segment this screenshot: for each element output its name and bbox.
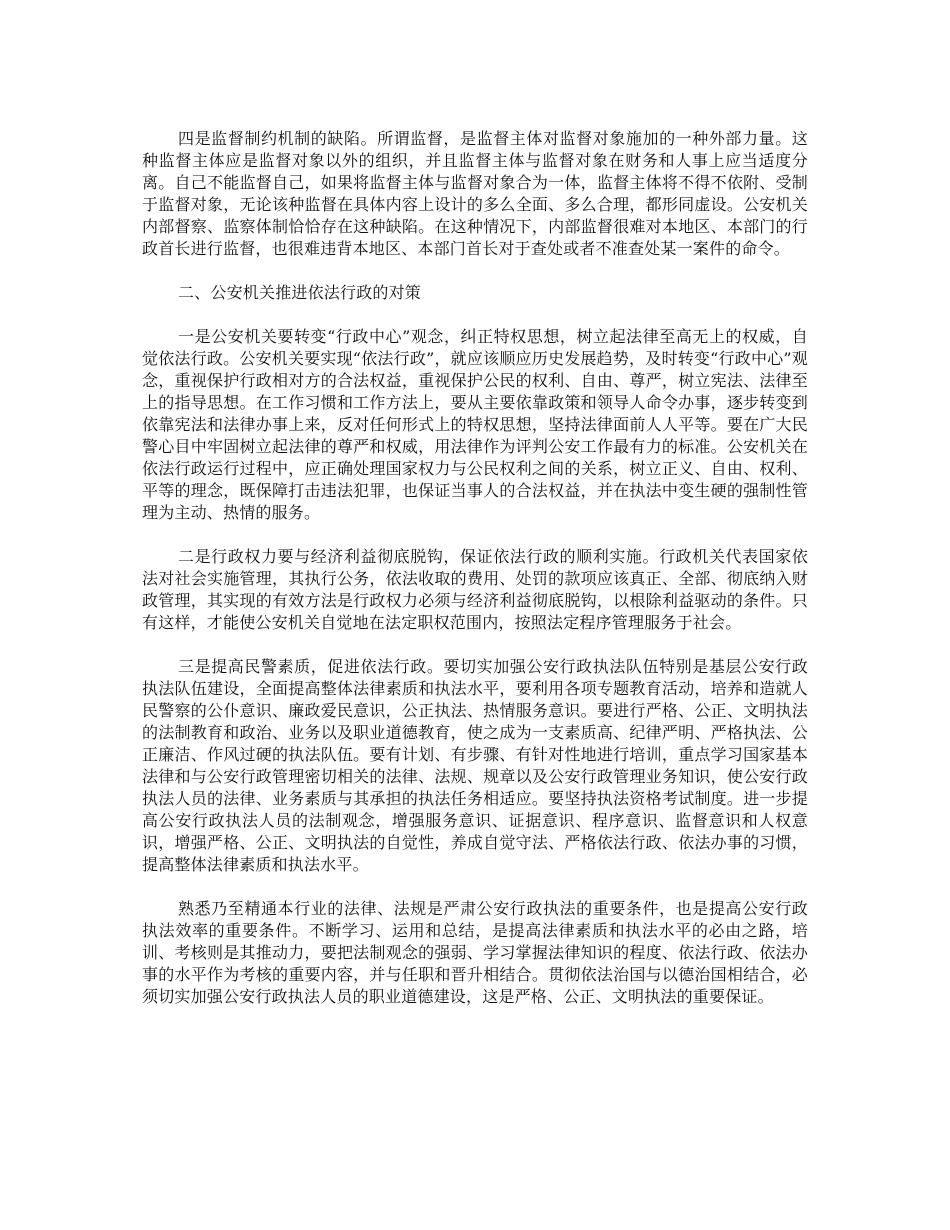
paragraph-supervision-defect: 四是监督制约机制的缺陷。所谓监督，是监督主体对监督对象施加的一种外部力量。这种监督主体应是监督对象以外的组织，并且监督主体与监督对象在财务和人事上应当适度分离。自己不能监督自己，如果将监督主体与监督对象合为一体，监督主体将不得不依附、受制于监督对象，无论该种监督在具体内容上设计的多么全面、多么合理，都形同虚设。公安机关内部督察、监察体制恰恰存在这种缺陷。在这种情况下，内部监督很难对本地区、本部门的行政首长进行监督，也很难违背本地区、本部门首长对于查处或者不准查处某一案件的命令。: [142, 129, 808, 258]
section-heading-countermeasures: 二、公安机关推进依法行政的对策: [178, 283, 422, 302]
paragraph-improve-quality: 三是提高民警素质，促进依法行政。要切实加强公安行政执法队伍特别是基层公安行政执法队伍建设，全面提高整体法律素质和执法水平，要利用各项专题教育活动，培养和造就人民警察的公仆意识、廉政爱民意识，公正执法、热情服务意识。要进行严格、公正、文明执法的法制教育和政治、业务以及职业道德教育，使之成为一支素质高、纪律严明、严格执法、公正廉洁、作风过硬的执法队伍。要有计划、有步骤、有针对性地进行培训，重点学习国家基本法律和与公安行政管理密切相关的法律、法规、规章以及公安行政管理业务知识，使公安行政执法人员的法律、业务素质与其承担的执法任务相适应。要坚持执法资格考试制度。进一步提高公安行政执法人员的法制观念，增强服务意识、证据意识、程序意识、监督意识和人权意识，增强严格、公正、文明执法的自觉性，养成自觉守法、严格依法行政、依法办事的习惯，提高整体法律素质和执法水平。: [142, 657, 808, 874]
paragraph-decouple-interests: 二是行政权力要与经济利益彻底脱钩，保证依法行政的顺利实施。行政机关代表国家依法对社会实施管理，其执行公务，依法收取的费用、处罚的款项应该真正、全部、彻底纳入财政管理，其实现的有效方法是行政权力必须与经济利益彻底脱钩，以根除利益驱动的条件。只有这样，才能使公安机关自觉地在法定职权范围内，按照法定程序管理服务于社会。: [142, 547, 808, 632]
document-body: [142, 128, 808, 1030]
paragraph-change-concept: 一是公安机关要转变“行政中心”观念，纠正特权思想，树立起法律至高无上的权威，自觉依法行政。公安机关要实现“依法行政”，就应该顺应历史发展趋势，及时转变“行政中心”观念，重视保护行政相对方的合法权益，重视保护公民的权利、自由、尊严，树立宪法、法律至上的指导思想。在工作习惯和工作方法上，要从主要依靠政策和领导人命令办事，逐步转变到依靠宪法和法律办事上来，反对任何形式上的特权思想，坚持法律面前人人平等。要在广大民警心目中牢固树立起法律的尊严和权威，用法律作为评判公安工作最有力的标准。公安机关在依法行政运行过程中，应正确处理国家权力与公民权利之间的关系，树立正义、自由、权利、平等的理念，既保障打击违法犯罪，也保证当事人的合法权益，并在执法中变生硬的强制性管理为主动、热情的服务。: [142, 327, 808, 522]
paragraph-master-laws: 熟悉乃至精通本行业的法律、法规是严肃公安行政执法的重要条件，也是提高公安行政执法效率的重要条件。不断学习、运用和总结，是提高法律素质和执法水平的必由之路，培训、考核则是其推动力，要把法制观念的强弱、学习掌握法律知识的程度、依法行政、依法办事的水平作为考核的重要内容，并与任职和晋升相结合。贯彻依法治国与以德治国相结合，必须切实加强公安行政执法人员的职业道德建设，这是严格、公正、文明执法的重要保证。: [142, 899, 808, 1006]
